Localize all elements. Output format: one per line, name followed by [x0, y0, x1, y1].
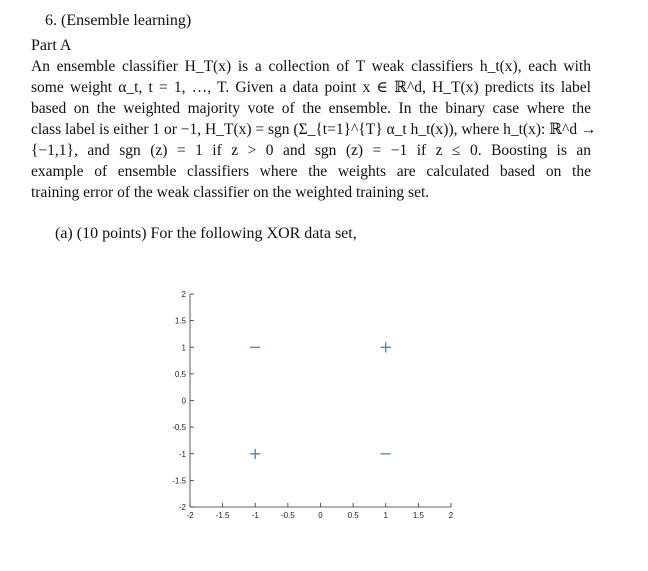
paragraph-line: example of ensemble classifiers where the weights are calculated based on the: [31, 163, 591, 180]
paragraph-line: class label is either 1 or −1, H_T(x) = sgn (Σ_{t=1}^{T} α_t h_t(x)), where h_t(x): ℝ^d →: [31, 121, 597, 138]
x-tick-label: -2: [186, 511, 194, 520]
paragraph-line: An ensemble classifier H_T(x) is a collection of T weak classifiers h_t(x), each with: [31, 58, 591, 75]
x-tick-label: 0.5: [347, 511, 359, 520]
y-tick-label: -2: [178, 503, 186, 512]
paragraph-line: some weight α_t, t = 1, …, T. Given a data point x ∈ ℝ^d, H_T(x) predicts its label: [31, 79, 591, 96]
y-tick-label: -1.5: [172, 476, 186, 486]
y-tick-label: 2: [181, 290, 186, 299]
question-title: 6. (Ensemble learning): [45, 12, 192, 29]
x-tick-label: -1: [251, 511, 259, 520]
x-tick-label: -1.5: [215, 511, 230, 520]
y-tick-label: 0.5: [174, 369, 186, 379]
y-tick-label: -0.5: [172, 423, 186, 433]
y-tick-label: 0: [181, 396, 186, 406]
x-tick-label: -0.5: [280, 511, 295, 520]
y-tick-label: 1.5: [174, 316, 186, 326]
x-tick-label: 1: [383, 511, 388, 520]
paragraph-line: {−1,1}, and sgn (z) = 1 if z > 0 and sgn (z) = −1 if z ≤ 0. Boosting is an: [31, 142, 591, 159]
paragraph-line: based on the weighted majority vote of the ensemble. In the binary case where the: [31, 100, 591, 117]
y-tick-label: 1: [181, 343, 186, 353]
plus-marker: +: [248, 443, 262, 463]
minus-marker: −: [379, 443, 393, 463]
part-label: Part A: [31, 37, 72, 54]
minus-marker: −: [248, 337, 262, 357]
subquestion-a: (a) (10 points) For the following XOR data set,: [55, 225, 357, 242]
paragraph-line: training error of the weak classifier on the weighted training set.: [31, 184, 430, 201]
x-tick-label: 2: [448, 511, 454, 520]
x-tick-label: 0: [318, 511, 323, 520]
plus-marker: +: [379, 337, 393, 357]
y-tick-label: -1: [178, 449, 186, 459]
x-tick-label: 1.5: [412, 511, 424, 520]
